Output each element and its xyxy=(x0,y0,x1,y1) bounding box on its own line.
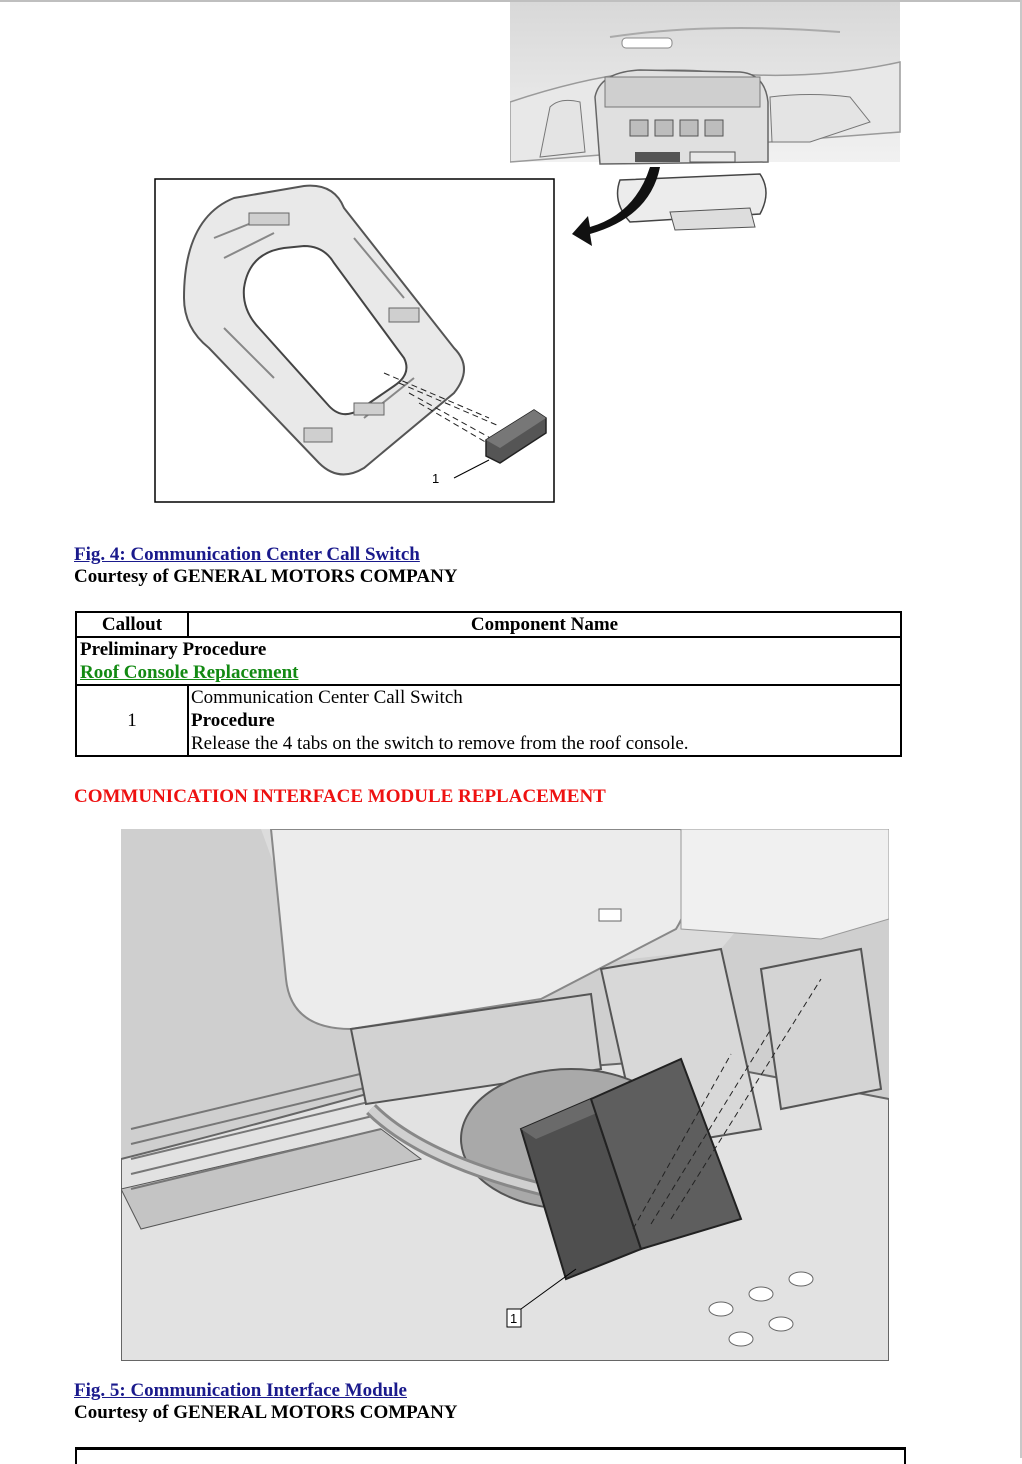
figure4-callout-number: 1 xyxy=(432,471,440,486)
callout-number-cell: 1 xyxy=(76,685,188,756)
call-switch-detail-illustration xyxy=(154,178,555,503)
preliminary-procedure-label: Preliminary Procedure xyxy=(80,639,267,660)
communication-module-illustration xyxy=(121,829,889,1361)
component-column-header: Component Name xyxy=(188,612,901,637)
figure5-courtesy: Courtesy of GENERAL MOTORS COMPANY xyxy=(74,1402,458,1423)
figure4-courtesy: Courtesy of GENERAL MOTORS COMPANY xyxy=(74,566,458,587)
preliminary-procedure-row xyxy=(76,637,901,685)
section-heading: COMMUNICATION INTERFACE MODULE REPLACEMENT xyxy=(74,786,606,807)
callout-column-header: Callout xyxy=(76,612,188,637)
figure5-caption-link[interactable]: Fig. 5: Communication Interface Module xyxy=(74,1380,407,1401)
table-header-row xyxy=(76,612,901,637)
component-name: Communication Center Call Switch xyxy=(191,687,463,708)
figure5-callout-number: 1 xyxy=(510,1311,518,1326)
callout-table xyxy=(75,611,902,757)
roof-console-overview-illustration xyxy=(510,2,902,264)
next-table-top-edge xyxy=(75,1447,906,1464)
procedure-label: Procedure xyxy=(191,710,275,731)
figure4-caption xyxy=(74,544,458,588)
procedure-text: Release the 4 tabs on the switch to remove from the roof console. xyxy=(191,733,689,754)
roof-console-replacement-link[interactable]: Roof Console Replacement xyxy=(80,662,299,683)
figure5-caption xyxy=(74,1380,458,1424)
table-row xyxy=(76,685,901,756)
figure4-caption-link[interactable]: Fig. 4: Communication Center Call Switch xyxy=(74,544,420,565)
